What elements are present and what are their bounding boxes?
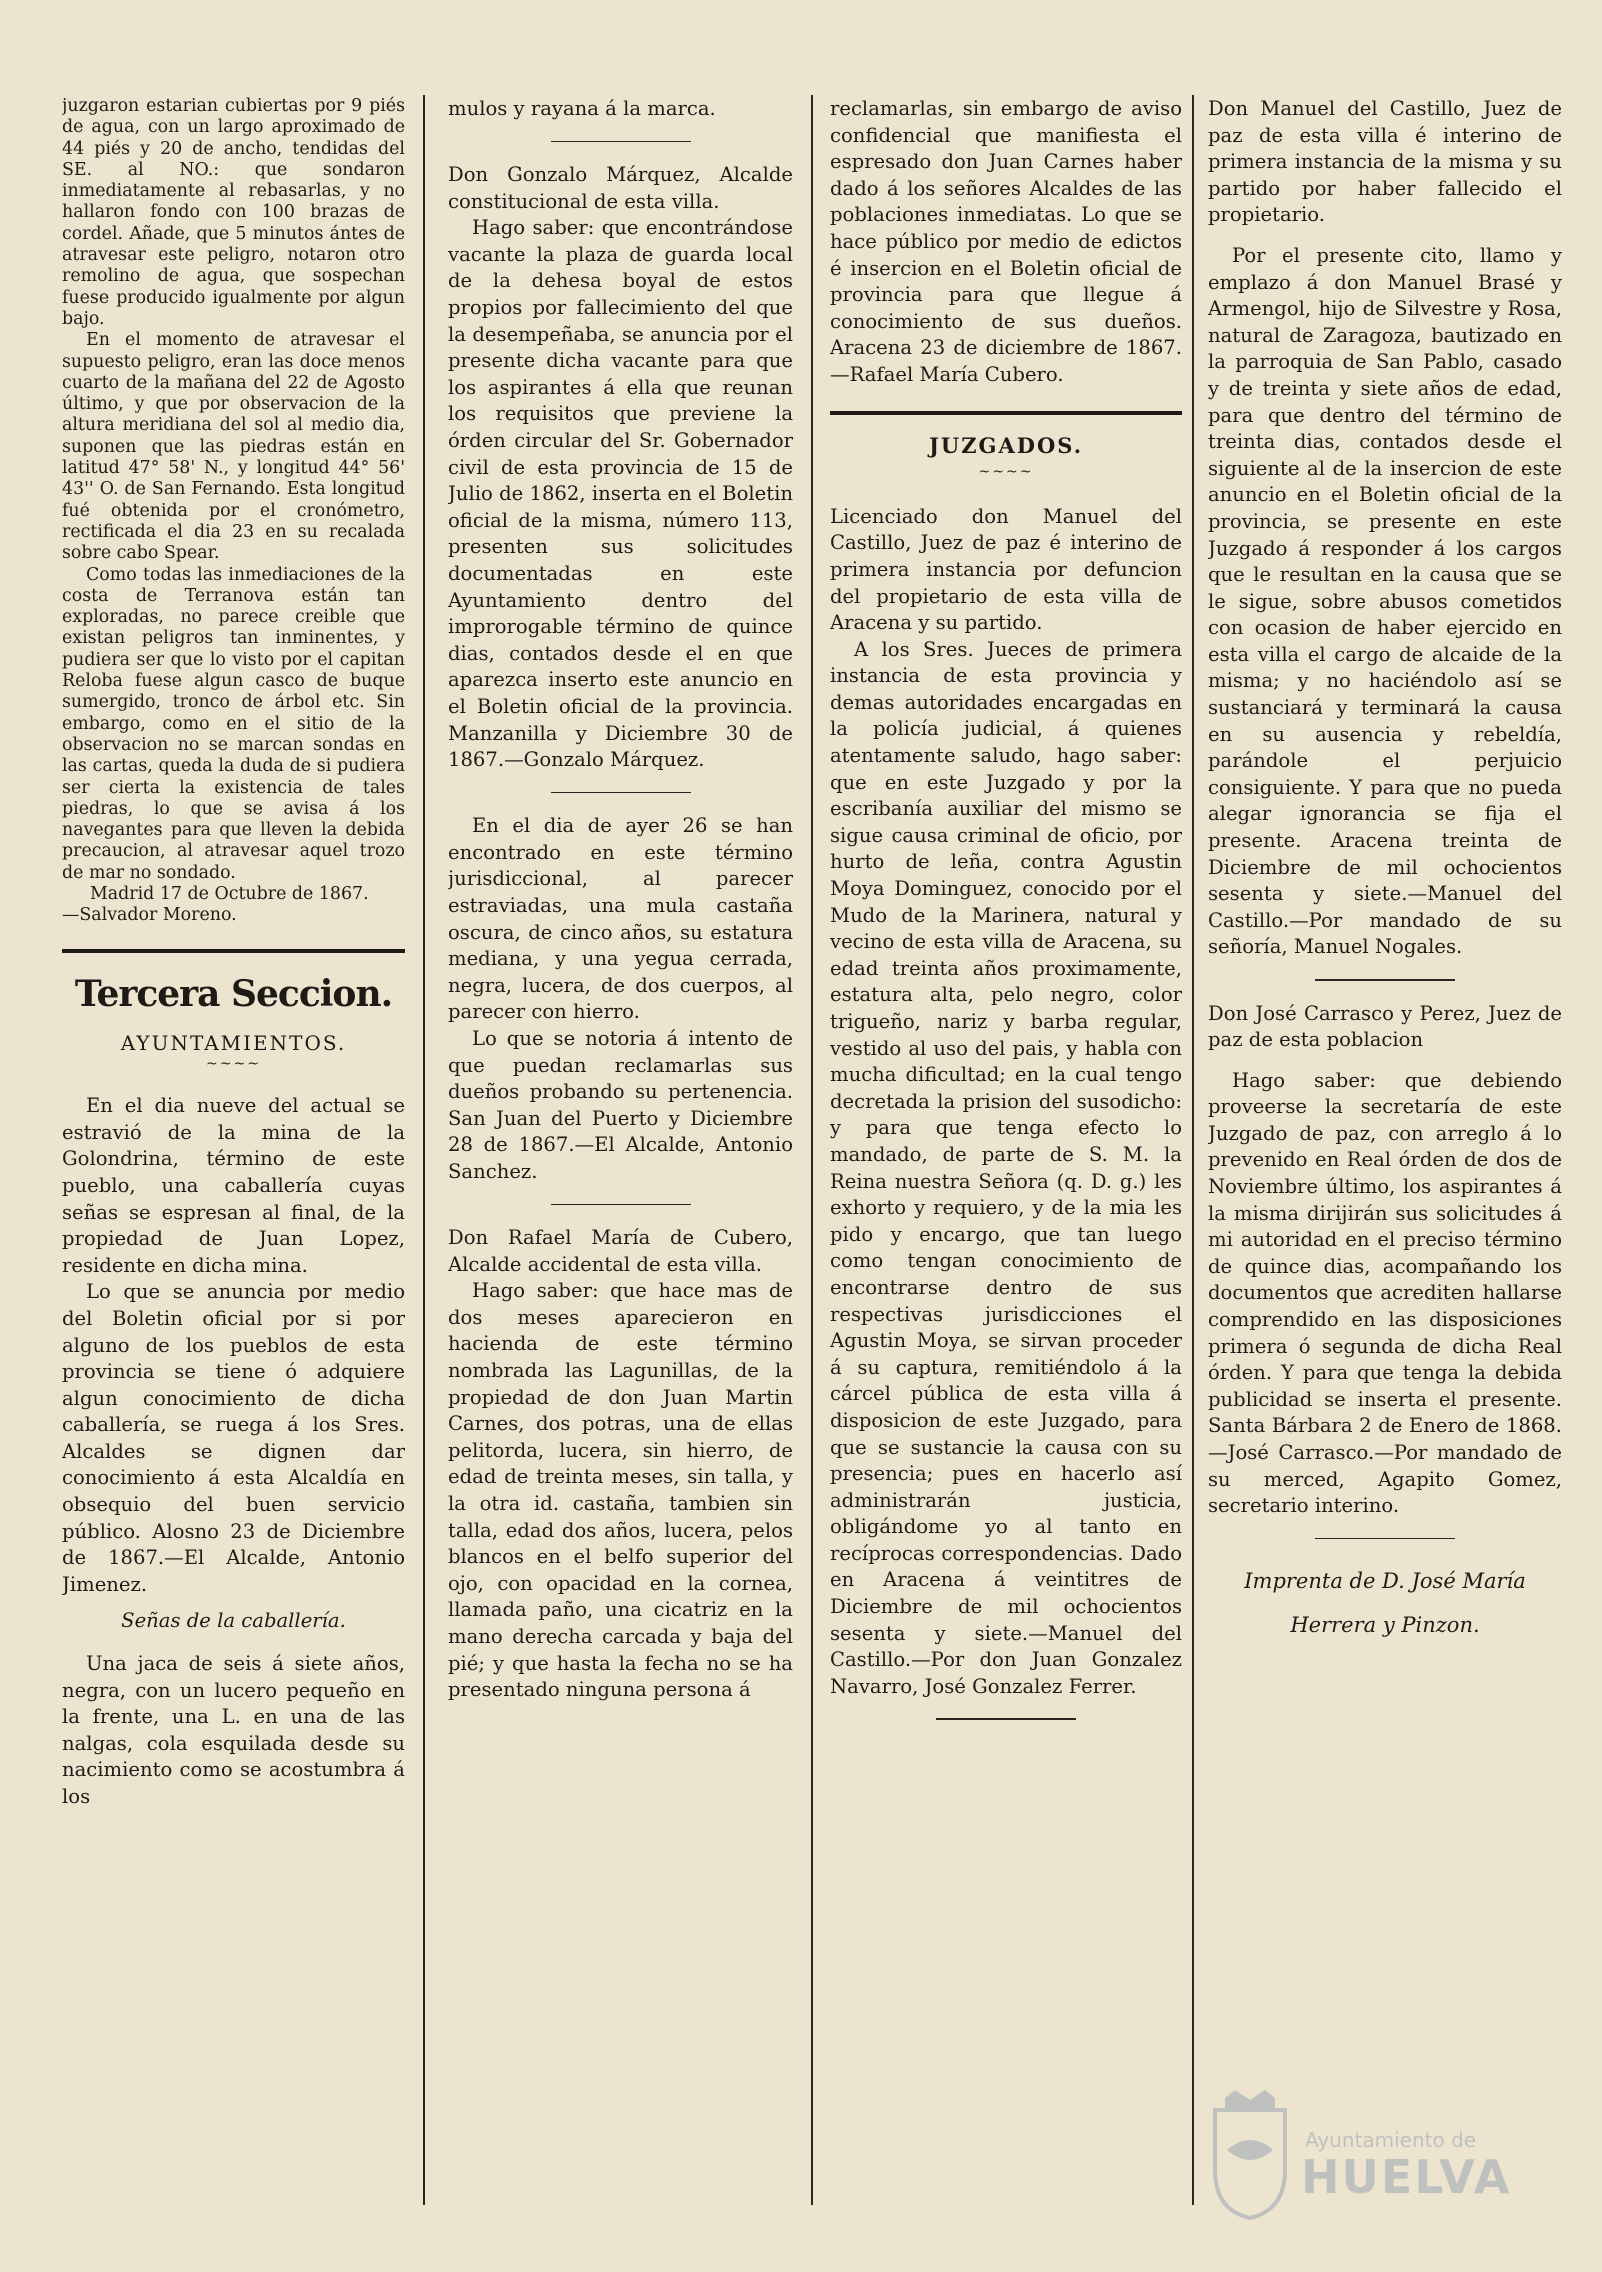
imprint xyxy=(1208,1559,1562,1647)
signature: —Salvador Moreno. xyxy=(62,905,237,926)
dateline: Madrid 17 de Octubre de 1867. xyxy=(90,883,369,904)
paragraph: reclamarlas, sin embargo de aviso confidencial que manifiesta el espresado don Juan Carnes haber dado á los señores Alcaldes de las poblaciones inmediatas. Lo que se hace público por medio de edictos é insercion en el Boletin oficial de provincia para que llegue á conocimiento de sus dueños. Aracena 23 de diciembre de 1867.—Rafael María Cubero. xyxy=(830,97,1182,386)
notice-heading: Don Gonzalo Márquez, Alcalde constitucional de esta villa. xyxy=(448,163,793,213)
paragraph: A los Sres. Jueces de primera instancia de esta provincia y demas autoridades encargadas en la policía judicial, á quienes atentamente saludo, hago saber: que en este Juzgado y por la escribanía auxiliar del mismo se sigue causa criminal de oficio, por hurto de leña, contra Agustin Moya Dominguez, conocido por el Mudo de la Marinera, natural y vecino de esta villa de Aracena, su edad treinta años proximamente, estatura alta, pelo negro, color trigueño, nariz y barba regular, vestido al uso del pais, y habla con mucha dificultad; en la cual tengo decretada la prision del susodicho: y para que tenga efecto lo mandado, de parte de S. M. la Reina nuestra Señora (q. D. g.) les exhorto y requiero, y de la mia les pido y encargo, que tan luego como tengan conocimiento de encontrarse dentro de sus respectivas jurisdicciones el Agustin Moya, se sirvan proceder á su captura, remitiéndolo á la cárcel pública de esta villa á disposicion de este Juzgado, para que se sustancie la causa con su presencia; pues en hacerlo así administrarán justicia, obligándome yo al tanto en recíprocas correspondencias. Dado en Aracena á veintitres de Diciembre de mil ochocientos sesenta y siete.—Manuel del Castillo.—Por don Juan Gonzalez Navarro, José Gonzalez Ferrer. xyxy=(830,637,1182,1698)
paragraph: En el dia nueve del actual se estravió de la mina de la Golondrina, término de este pueblo, una caballería cuyas señas se espresan al final, de la propiedad de Juan Lopez, residente en dicha mina. xyxy=(62,1094,405,1277)
notice-heading: Don Manuel del Castillo, Juez de paz de esta villa é interino de primera instancia de la misma y su partido por haber fallecido el propietario. xyxy=(1208,97,1562,227)
notice-heading: Don José Carrasco y Perez, Juez de paz de esta poblacion xyxy=(1208,1001,1562,1052)
ornament: ~~~~ xyxy=(978,464,1034,481)
column-4 xyxy=(1208,96,1562,2246)
separator xyxy=(551,1204,691,1206)
section-subtitle: JUZGADOS. xyxy=(928,432,1084,458)
section-rule xyxy=(62,949,405,953)
paragraph: Por el presente cito, llamo y emplazo á don Manuel Brasé y Armengol, hijo de Silvestre y Rosa, natural de Zaragoza, bautizado en la parroquia de San Pablo, casado y de treinta y siete años de edad, para que dentro del término de treinta dias, contados desde el siguiente al de la insercion de este anuncio en el Boletin oficial de la provincia, se presente en este Juzgado á responder á los cargos que le resultan en la causa que se le sigue, sobre abusos cometidos con ocasion de haber ejercido en esta villa el cargo de alcaide de la misma; y no haciéndolo así se sustanciará y terminará la causa en su ausencia y rebeldía, parándole el perjuicio consiguiente. Y para que no pueda alegar ignorancia se fija el presente. Aracena treinta de Diciembre de mil ochocientos sesenta y siete.—Manuel del Castillo.—Por mandado de su señoría, Manuel Nogales. xyxy=(1208,243,1562,959)
column-1 xyxy=(62,96,405,2246)
column-3 xyxy=(830,96,1182,2246)
paragraph: Una jaca de seis á siete años, negra, con un lucero pequeño en la frente, una L. en una de las nalgas, cola esquilada desde su nacimiento como se acostumbra á los xyxy=(62,1652,405,1809)
paragraph: mulos y rayana á la marca. xyxy=(448,97,716,120)
column-divider xyxy=(811,95,813,2205)
watermark-text: Ayuntamiento de xyxy=(1305,2128,1477,2152)
imprint-line: Herrera y Pinzon. xyxy=(1290,1613,1480,1638)
section-rule xyxy=(830,411,1182,415)
section-subtitle: AYUNTAMIENTOS. xyxy=(120,1030,347,1055)
notice-heading: Licenciado don Manuel del Castillo, Juez de paz é interino de primera instancia por defuncion del propietario de esta villa de Aracena y su partido. xyxy=(830,504,1182,635)
paragraph: Hago saber: que debiendo proveerse la secretaría de este Juzgado de paz, con arreglo á lo prevenido en Real órden de dos de Noviembre último, los aspirantes á la misma dirijirán sus solicitudes á mi autoridad en el preciso término de quince dias, acompañando los documentos que acrediten hallarse comprendido en las disposiciones primera ó segunda de dicha Real órden. Y para que tenga la debida publicidad se inserta el presente. Santa Bárbara 2 de Enero de 1868.—José Carrasco.—Por mandado de su merced, Agapito Gomez, secretario interino. xyxy=(1208,1068,1562,1518)
column-divider xyxy=(1192,95,1194,2205)
coat-of-arms-icon xyxy=(1205,2090,1295,2220)
separator xyxy=(1315,1538,1455,1540)
separator xyxy=(551,141,691,143)
paragraph: Como todas las inmediaciones de la costa de Terranova están tan exploradas, no parece creible que existan peligros tan inminentes, y pudiera ser que lo visto por el capitan Reloba fuese algun casco de buque sumergido, tronco de árbol etc. Sin embargo, como en el sitio de la observacion no se marcan sondas en las cartas, queda la duda de si pudiera ser cierta la existencia de tales piedras, lo que se avisa á los navegantes para que lleven la debida precaucion, al atravesar aquel trozo de mar no sondado. xyxy=(62,564,405,883)
paragraph: Hago saber: que hace mas de dos meses aparecieron en hacienda de este término nombrada las Lagunillas, de la propiedad de don Juan Martin Carnes, dos potras, una de ellas pelitorda, lucera, sin hierro, de edad de treinta meses, sin talla, y la otra id. castaña, tambien sin talla, edad dos años, lucera, pelos blancos en el belfo superior del ojo, con opacidad en la cornea, llamada paño, una cicatriz en la mano derecha carcada y baja del pié; y que hasta la fecha no se ha presentado ninguna persona á xyxy=(448,1279,793,1702)
separator xyxy=(936,1718,1076,1720)
separator xyxy=(551,792,691,794)
ornament: ~~~~ xyxy=(206,1055,261,1072)
separator xyxy=(1315,979,1455,981)
section-title: Tercera Seccion. xyxy=(74,972,393,1015)
paragraph: Hago saber: que encontrándose vacante la plaza de guarda local de la dehesa boyal de estos propios por fallecimiento del que la desempeñaba, se anuncia por el presente dicha vacante para que los aspirantes á ella que reunan los requisitos que previene la órden circular del Sr. Gobernador civil de esta provincia de 15 de Julio de 1862, inserta en el Boletin oficial de la misma, número 113, presenten sus solicitudes documentadas en este Ayuntamiento dentro del improrogable término de quince dias, contados desde el en que aparezca inserto este anuncio en el Boletin oficial de la provincia. Manzanilla y Diciembre 30 de 1867.—Gonzalo Márquez. xyxy=(448,216,793,772)
paragraph: Lo que se anuncia por medio del Boletin oficial por si por alguno de los pueblos de esta provincia se tiene ó adquiere algun conocimiento de dicha caballería, se ruega á los Sres. Alcaldes se dignen dar conocimiento á esta Alcaldía en obsequio del buen servicio público. Alosno 23 de Diciembre de 1867.—El Alcalde, Antonio Jimenez. xyxy=(62,1280,405,1596)
column-2 xyxy=(448,96,793,2246)
paragraph: En el momento de atravesar el supuesto peligro, eran las doce menos cuarto de la mañana del 22 de Agosto último, y que por observacion de la altura meridiana del sol al medio dia, suponen que las piedras están en latitud 47° 58' N., y longitud 44° 56' 43'' O. de San Fernando. Esta longitud fué obtenida por el cronómetro, rectificada el dia 23 en su recalada sobre cabo Spear. xyxy=(62,330,405,564)
paragraph: juzgaron estarian cubiertas por 9 piés de agua, con un largo aproximado de 44 piés y 20 de ancho, tendidas del SE. al NO.: que sondaron inmediatamente al rebasarlas, y no hallaron fondo con 100 brazas de cordel. Añade, que 5 minutos ántes de atravesar este peligro, notaron otro remolino de agua, que sospechan fuese producido igualmente por algun bajo. xyxy=(62,96,405,329)
imprint-line: Imprenta de D. José María xyxy=(1244,1569,1526,1594)
notice-heading: Don Rafael María de Cubero, Alcalde accidental de esta villa. xyxy=(448,1226,793,1276)
watermark-text: HUELVA xyxy=(1301,2150,1512,2204)
paragraph: Lo que se notoria á intento de que puedan reclamarlas sus dueños probando su pertenencia. San Juan del Puerto y Diciembre 28 de 1867.—El Alcalde, Antonio Sanchez. xyxy=(448,1027,793,1183)
column-divider xyxy=(423,95,425,2205)
caption: Señas de la caballería. xyxy=(121,1609,346,1633)
paragraph: En el dia de ayer 26 se han encontrado en este término jurisdiccional, al parecer estraviadas, una mula castaña oscura, de cinco años, su estatura mediana, y una yegua cerrada, negra, lucera, de dos cuerpos, al parecer con hierro. xyxy=(448,814,793,1024)
archive-watermark xyxy=(1205,2070,1545,2240)
